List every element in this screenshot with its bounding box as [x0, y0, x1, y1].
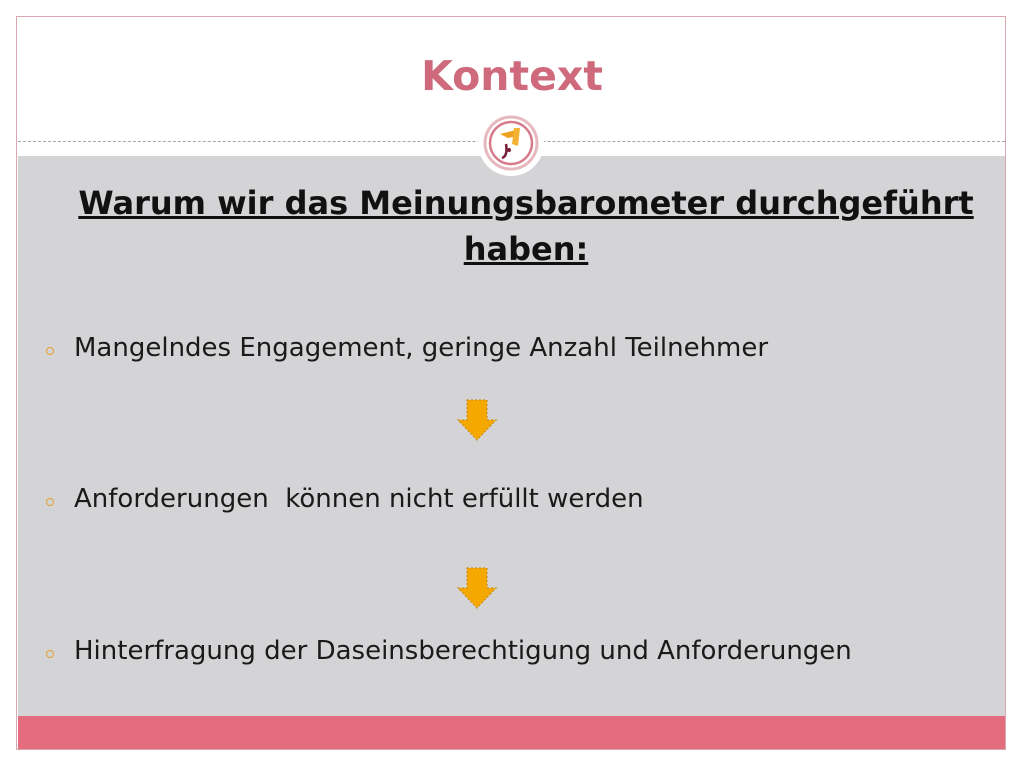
bullet-marker-icon: [46, 498, 54, 506]
rings-logo-icon: [478, 110, 544, 176]
bullet-item: [46, 484, 644, 514]
bullet-text: Anforderungen können nicht erfüllt werden: [74, 484, 644, 514]
arrow-down-icon: [456, 566, 498, 610]
slide-title: Kontext: [421, 52, 603, 100]
bullet-text: Hinterfragung der Daseinsberechtigung und Anforderungen: [74, 636, 852, 666]
section-heading: Warum wir das Meinungsbarometer durchgeführt haben:: [78, 184, 974, 268]
bullet-item: [46, 636, 852, 666]
bullet-marker-icon: [46, 347, 54, 355]
bullet-marker-icon: [46, 650, 54, 658]
logo: [478, 110, 544, 176]
footer-bar: [18, 716, 1005, 749]
bullet-text: Mangelndes Engagement, geringe Anzahl Teilnehmer: [74, 333, 769, 363]
arrow-down-icon: [456, 398, 498, 442]
bullet-item: [46, 333, 768, 363]
